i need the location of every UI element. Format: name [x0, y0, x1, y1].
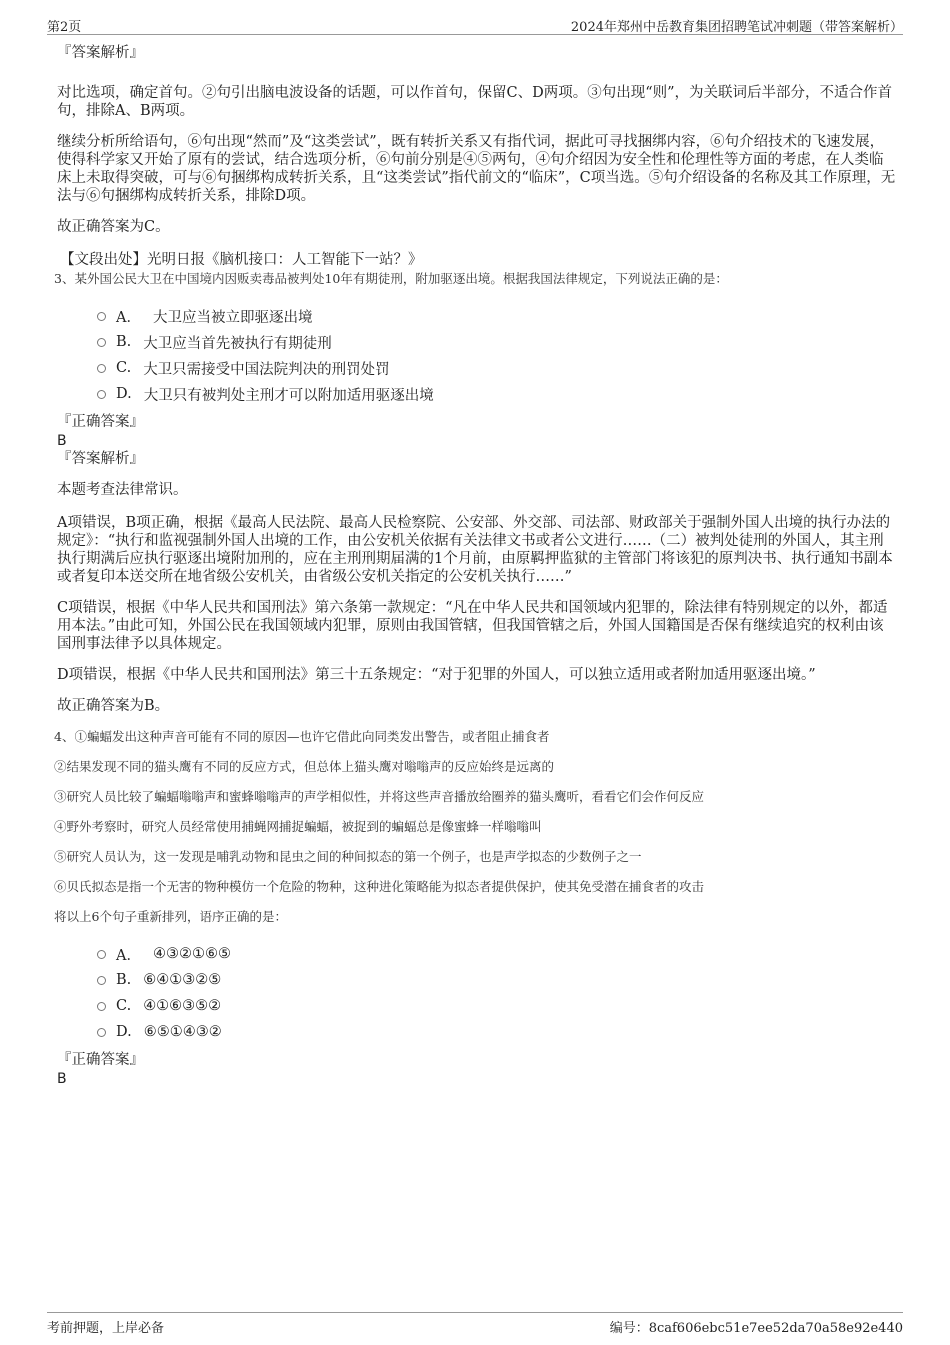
document-title: 2024年郑州中岳教育集团招聘笔试冲刺题（带答案解析） [570, 20, 903, 35]
q4-sentence-6: ⑥贝氏拟态是指一个无害的物种模仿一个危险的物种，这种进化策略能为拟态者提供保护，使其免受潜在捕食者的攻击 [54, 879, 705, 894]
q4-sentence-2: ②结果发现不同的猫头鹰有不同的反应方式，但总体上猫头鹰对嗡嗡声的反应始终是远离的 [54, 759, 555, 774]
option-text: ⑥④①③②⑤ [143, 972, 222, 988]
q2-analysis-para-2: 继续分析所给语句，⑥句出现“然而”及“这类尝试”，既有转折关系又有指代词，据此可寻找捆绑内容，⑥句介绍技术的飞速发展，使得科学家又开始了原有的尝试，结合选项分析，⑥句前分别是④⑤两句，④句介绍因为安全性和伦理性等方面的考虑，在人类临床上未取得突破，可与⑥句捆绑构成转折关系，且“这类尝试”指代前文的“临床”，C项当选。⑤句介绍设备的名称及其工作原理，无法与⑥句捆绑构成转折关系，排除D项。 [57, 134, 896, 204]
option-text: 大卫应当被立即驱逐出境 [152, 309, 313, 326]
option-text: ⑥⑤①④③② [143, 1024, 222, 1040]
q2-conclusion: 故正确答案为C。 [57, 219, 170, 235]
radio-icon[interactable] [97, 364, 106, 373]
q4-sentence-4: ④野外考察时，研究人员经常使用捕蝇网捕捉蝙蝠，被捉到的蝙蝠总是像蜜蜂一样嗡嗡叫 [54, 819, 542, 834]
radio-icon[interactable] [97, 950, 106, 959]
option-letter: C. [116, 360, 132, 376]
q4-sentence-5: ⑤研究人员认为，这一发现是哺乳动物和昆虫之间的种间拟态的第一个例子，也是声学拟态的少数例子之一 [54, 849, 642, 864]
option-text: ④③②①⑥⑤ [152, 946, 231, 962]
option-text: 大卫只需接受中国法院判决的刑罚处罚 [143, 361, 390, 378]
radio-icon[interactable] [97, 312, 106, 321]
option-letter: A． [116, 309, 141, 326]
document-id: 编号：8caf606ebc51e7ee52da70a58e92e440 [609, 1321, 903, 1336]
page-content [54, 44, 897, 1088]
radio-icon[interactable] [97, 1002, 106, 1011]
page-number: 第2页 [47, 20, 82, 35]
option-letter: A． [116, 947, 141, 964]
q3-stem: 3、某外国公民大卫在中国境内因贩卖毒品被判处10年有期徒刑，附加驱逐出境。根据我国法律规定，下列说法正确的是： [54, 271, 728, 286]
q3-option-b[interactable] [97, 329, 897, 355]
q3-options [57, 303, 897, 407]
option-text: 大卫只有被判处主刑才可以附加适用驱逐出境 [143, 387, 434, 404]
option-letter: D. [116, 386, 132, 402]
option-text: 大卫应当首先被执行有期徒刑 [143, 335, 332, 352]
q2-analysis-para-1: 对比选项，确定首句。②句引出脑电波设备的话题，可以作首句，保留C、D两项。③句出现“则”，为关联词后半部分，不适合作首句，排除A、B两项。 [57, 85, 893, 119]
footer-slogan: 考前押题，上岸必备 [47, 1321, 165, 1336]
q2-analysis-label: 『答案解析』 [57, 45, 144, 61]
page-footer [47, 1312, 903, 1335]
q4-answer-label: 『正确答案』 [57, 1052, 144, 1068]
page-header [47, 14, 903, 35]
radio-icon[interactable] [97, 390, 106, 399]
q3-analysis-label: 『答案解析』 [57, 451, 144, 467]
q4-question [54, 729, 897, 925]
q4-option-d[interactable] [97, 1019, 897, 1045]
q3-conclusion: 故正确答案为B。 [57, 698, 170, 714]
q3-answer-label: 『正确答案』 [57, 414, 144, 430]
option-letter: B. [116, 972, 132, 988]
q3-analysis-para-3: C项错误，根据《中华人民共和国刑法》第六条第一款规定：“凡在中华人民共和国领域内犯罪的，除法律有特别规定的以外，都适用本法。”由此可知，外国公民在我国领域内犯罪，原则由我国管辖，但我国管辖之后，外国人国籍国是否保有继续追究的权利由该国刑事法律予以具体规定。 [57, 600, 888, 652]
q4-option-a[interactable] [97, 941, 897, 967]
q3-analysis-para-4: D项错误，根据《中华人民共和国刑法》第三十五条规定：“对于犯罪的外国人，可以独立适用或者附加适用驱逐出境。” [57, 667, 816, 683]
option-letter: C. [116, 998, 132, 1014]
option-text: ④①⑥③⑤② [143, 998, 222, 1014]
q3-answer: B [57, 433, 67, 449]
q3-option-d[interactable] [97, 381, 897, 407]
radio-icon[interactable] [97, 976, 106, 985]
q4-sentence-3: ③研究人员比较了蝙蝠嗡嗡声和蜜蜂嗡嗡声的声学相似性，并将这些声音播放给圈养的猫头鹰听，看看它们会作何反应 [54, 789, 705, 804]
q4-answer: B [57, 1071, 67, 1087]
q3-analysis-para-2: A项错误，B项正确，根据《最高人民法院、最高人民检察院、公安部、外交部、司法部、财政部关于强制外国人出境的执行办法的规定》：“执行和监视强制外国人出境的工作，由公安机关依据有关法律文书或者公文进行……（二）被判处徒刑的外国人，其主刑执行期满后应执行驱逐出境附加刑的，应在主刑刑期届满的1个月前，由原羁押监狱的主管部门将该犯的原判决书、执行通知书副本或者复印本送交所在地省级公安机关，由省级公安机关指定的公安机关执行……” [57, 515, 893, 585]
q4-sentence-1: 4、①蝙蝠发出这种声音可能有不同的原因—也许它借此向同类发出警告，或者阻止捕食者 [54, 729, 550, 744]
q3-option-c[interactable] [97, 355, 897, 381]
option-letter: B. [116, 334, 132, 350]
q3-option-a[interactable] [97, 303, 897, 329]
q4-option-b[interactable] [97, 967, 897, 993]
q4-prompt: 将以上6个句子重新排列，语序正确的是： [54, 909, 287, 924]
q2-source: 【文段出处】光明日报《脑机接口：人工智能下一站？》 [60, 252, 423, 268]
q4-options [57, 941, 897, 1045]
radio-icon[interactable] [97, 1028, 106, 1037]
option-letter: D. [116, 1024, 132, 1040]
q4-option-c[interactable] [97, 993, 897, 1019]
q3-analysis-para-1: 本题考查法律常识。 [57, 482, 188, 498]
radio-icon[interactable] [97, 338, 106, 347]
